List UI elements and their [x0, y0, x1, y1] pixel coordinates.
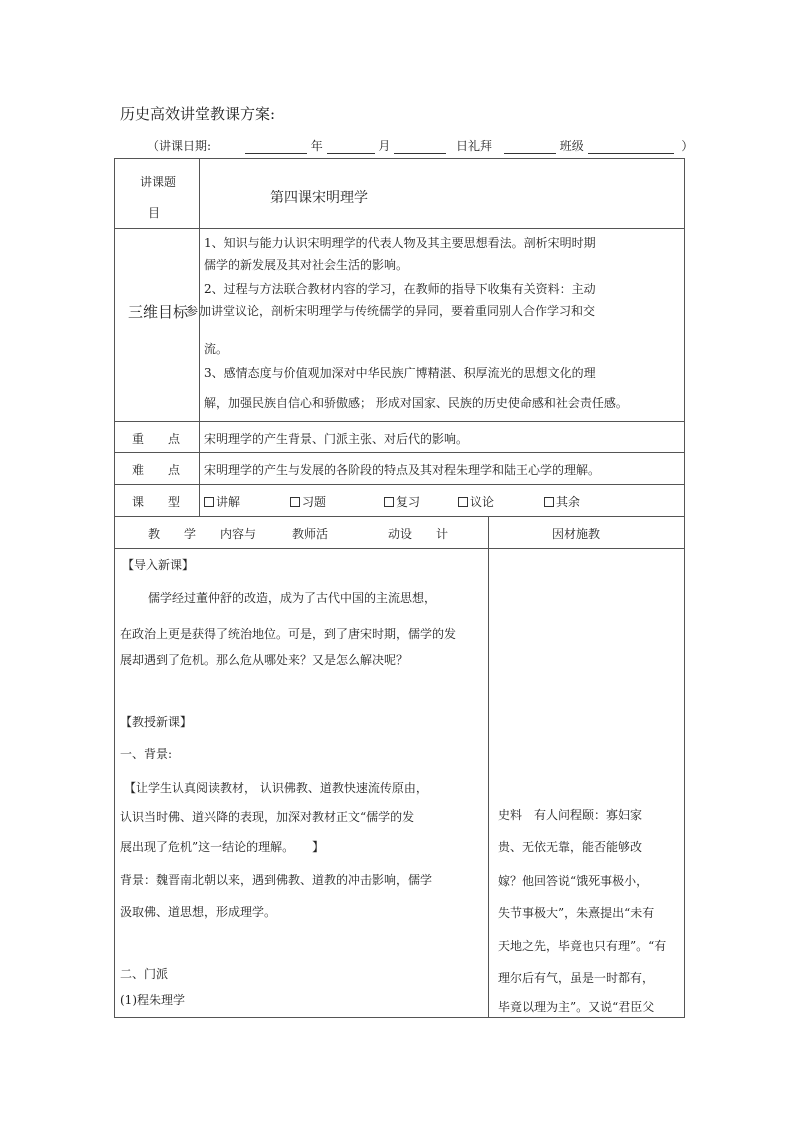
goal-line-6: 3、感情态度与价值观加深对中华民族广博精湛、积厚流光的思想文化的理 [204, 366, 596, 380]
side-note-line-7: 毕竟以理为主”。又说“君臣父 [498, 1000, 655, 1014]
goals-label: 三维目标 [128, 303, 189, 321]
course-type-option-discussion[interactable]: 议论 [458, 493, 494, 510]
checkbox-icon [544, 497, 554, 507]
intro-line-3: 展却遇到了危机。那么危从哪处来？又是怎么解决呢？ [120, 653, 409, 667]
side-note-line-2: 贵、无依无靠，能否能够改 [498, 840, 643, 854]
class-label: 班级 [559, 139, 584, 153]
goals-side-char: 参 [186, 304, 199, 318]
intro-heading: 【导入新课】 [122, 558, 195, 572]
week-blank[interactable] [504, 141, 556, 154]
topic-label-2: 目 [148, 206, 161, 220]
goal-line-1: 1、知识与能力认识宋明理学的代表人物及其主要思想看法。剖析宋明时期 [204, 236, 596, 250]
year-label: 年 [310, 139, 323, 153]
page-title: 历史高效讲堂教课方案: [120, 105, 276, 123]
section-cheng-zhu: (1)程朱理学 [120, 993, 185, 1007]
side-note-line-1: 史料 有人问程颐：寡妇家 [498, 808, 643, 822]
checkbox-icon [290, 497, 300, 507]
bracket-line-3: 展出现了危机”这一结论的理解。 】 [120, 840, 325, 854]
difficulty-value: 宋明理学的产生与发展的各阶段的特点及其对程朱理学和陆王心学的理解。 [204, 463, 601, 477]
course-type-option-exercise[interactable]: 习题 [290, 493, 326, 510]
main-column-header: 教 学 内容与 教师活 动设 计 [148, 527, 449, 541]
checkbox-icon [458, 497, 468, 507]
checkbox-icon [204, 497, 214, 507]
course-type-label: 课 型 [132, 495, 181, 509]
class-blank[interactable] [588, 141, 674, 154]
topic-value: 第四课宋明理学 [270, 190, 368, 206]
side-note-line-6: 理尔后有气，虽是一时都有， [498, 971, 655, 985]
topic-label-1: 讲课题 [140, 175, 177, 189]
goal-line-4: 加讲堂议论，剖析宋明理学与传统儒学的异同，要着重同别人合作学习和交 [199, 304, 596, 318]
bracket-line-2: 认识当时佛、道兴降的表现，加深对教材正文“儒学的发 [120, 810, 415, 824]
side-note-line-5: 天地之先，毕竟也只有理”。“有 [498, 939, 667, 953]
goal-line-5: 流。 [204, 342, 229, 356]
bracket-line-1: 【让学生认真阅读教材， 认识佛教、道教快速流传原由， [124, 781, 428, 795]
date-close: ） [681, 139, 694, 153]
goal-line-7: 解，加强民族自信心和骄傲感； 形成对国家、民族的历史使命感和社会责任感。 [204, 396, 628, 410]
course-type-option-lecture[interactable]: 讲解 [204, 493, 240, 510]
intro-line-2: 在政治上更是获得了统治地位。可是，到了唐宋时期，儒学的发 [120, 627, 457, 641]
key-point-value: 宋明理学的产生背景、门派主张、对后代的影响。 [204, 432, 469, 446]
teach-heading: 【教授新课】 [120, 715, 193, 729]
year-blank[interactable] [245, 141, 307, 154]
course-type-option-other[interactable]: 其余 [544, 493, 580, 510]
section-background: 一、背景: [120, 747, 173, 761]
difficulty-label: 难 点 [132, 463, 181, 477]
month-blank[interactable] [327, 141, 375, 154]
goal-line-2: 儒学的新发展及其对社会生活的影响。 [204, 258, 409, 272]
day-week-label: 日礼拜 [456, 139, 493, 153]
key-point-label: 重 点 [132, 432, 181, 446]
background-line-1: 背景：魏晋南北朝以来，遇到佛教、道教的冲击影响，儒学 [120, 873, 433, 887]
course-type-option-review[interactable]: 复习 [384, 493, 420, 510]
side-note-line-3: 嫁？他回答说“饿死事极小， [498, 874, 649, 888]
section-schools: 二、门派 [120, 967, 169, 981]
side-note-line-4: 失节事极大”，朱熹提出“未有 [498, 906, 655, 920]
month-label: 月 [378, 139, 391, 153]
side-column-header: 因材施教 [552, 527, 601, 541]
background-line-2: 汲取佛、道思想，形成理学。 [120, 905, 277, 919]
checkbox-icon [384, 497, 394, 507]
date-prefix: （讲课日期: [147, 139, 212, 153]
goal-line-3: 2、过程与方法联合教材内容的学习，在教师的指导下收集有关资料：主动 [204, 282, 596, 296]
intro-line-1: 儒学经过董仲舒的改造，成为了古代中国的主流思想， [148, 591, 437, 605]
day-blank[interactable] [394, 141, 446, 154]
date-line [147, 137, 693, 154]
